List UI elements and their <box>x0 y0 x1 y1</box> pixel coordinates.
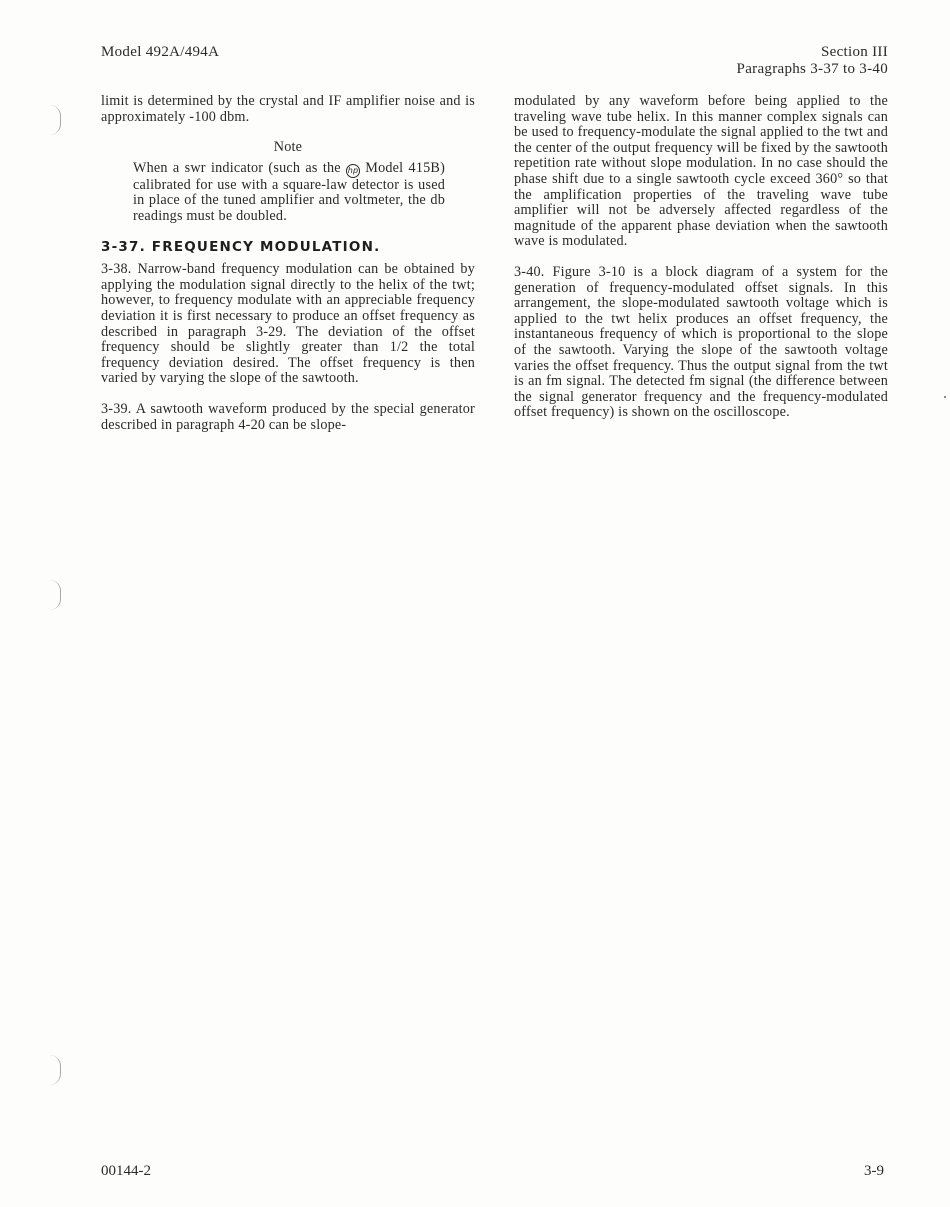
right-column <box>514 94 888 436</box>
header-model: Model 492A/494A <box>101 44 220 60</box>
header-section-block <box>737 44 888 78</box>
paragraph-3-39: 3-39. A sawtooth waveform produced by the special generator described in paragraph 4-20 can be slope- <box>101 400 475 433</box>
hp-logo-icon: hp <box>346 164 360 178</box>
paragraph-3-40: 3-40. Figure 3-10 is a block diagram of a system for the generation of frequency-modulated offset signals. In this arrangement, the slope-modulated sawtooth voltage which is applied to the twt helix produces an offset frequency, the instantaneous frequency of which is proportional to the slope of the sawtooth. Varying the slope of the sawtooth voltage varies the offset frequency. Thus the output signal from the twt is an fm signal. The detected fm signal (the difference between the signal generator frequency and the frequency-modulated offset frequency) is shown on the oscilloscope. <box>514 263 888 421</box>
paragraph-3-38: 3-38. Narrow-band frequency modulation can be obtained by applying the modulation signal directly to the helix of the twt; however, to frequency modulate with an appreciable frequency deviation it is first necessary to produce an offset frequency as described in paragraph 3-29. The deviation of the offset frequency should be slightly greater than 1/2 the total frequency deviation desired. The offset frequency is then varied by varying the slope of the sawtooth. <box>101 261 475 387</box>
header-section: Section III <box>820 44 888 60</box>
scan-speck <box>944 396 946 398</box>
section-heading: 3-37. FREQUENCY MODULATION. <box>101 238 381 255</box>
binder-hole-mark <box>50 580 61 610</box>
binder-hole-mark <box>50 105 61 135</box>
left-column <box>101 94 475 448</box>
intro-paragraph: limit is determined by the crystal and IF amplifier noise and is approximately -100 dbm. <box>101 93 475 125</box>
binder-hole-mark <box>50 1055 61 1085</box>
note-text-end: Model 415B) calibrated for use with a square-law detector is used in place of the tuned amplifier and voltmeter, the db readings must be doubled. <box>133 159 445 224</box>
footer-page-number: 3-9 <box>864 1163 884 1179</box>
note-title: Note <box>273 139 303 156</box>
note-text-start: When a swr indicator (such as the <box>133 159 341 176</box>
footer-doc-number: 00144-2 <box>101 1163 151 1179</box>
header-paragraph-range: Paragraphs 3-37 to 3-40 <box>736 61 888 77</box>
note-body <box>133 161 445 225</box>
paragraph-3-39-continued: modulated by any waveform before being applied to the traveling wave tube helix. In this manner complex signals can be used to frequency-modulate the signal applied to the twt and the center of the output frequency will be fixed by the sawtooth repetition rate without slope modulation. In no case should the phase shift due to a single sawtooth cycle exceed 360° so that the amplification properties of the traveling wave tube amplifier will not be adversely affected regardless of the magnitude of the apparent phase deviation when the sawtooth wave is modulated. <box>514 93 888 250</box>
